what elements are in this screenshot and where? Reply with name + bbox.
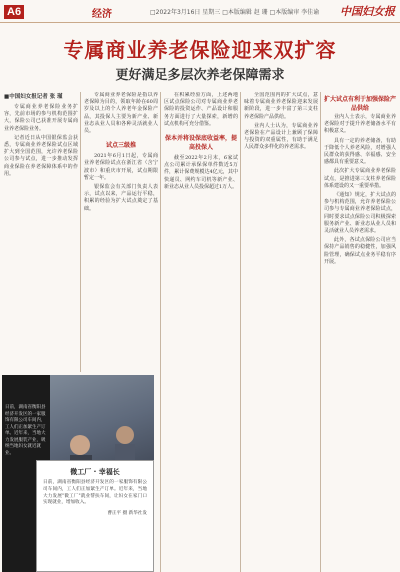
column-divider xyxy=(160,92,161,572)
article-title: 专属商业养老保险迎来双扩容 xyxy=(63,38,337,62)
paragraph: 在积累经验方面，上述两地区试点保险公司对专属商业养老保险的投资运作、产品设计和服务方面进行了大量探索，新增的试点机构可充分借鉴。 xyxy=(164,92,238,127)
comment-title: 微工厂 · 幸福长 xyxy=(70,468,120,476)
page-number: A6 xyxy=(4,5,24,19)
paragraph: 记者近日从中国银保监会获悉，专属商业养老保险试点区域扩大到全国范围，允许养老保险公司参与试点，进一步推动发挥商业保险在养老保障体系中的作用。 xyxy=(4,134,78,177)
paragraph: 专属商业养老保险业务扩容，先前市场的参与机构范围扩大，保险公司已获准开展专属商业养老保险业务。 xyxy=(4,104,78,132)
paragraph: 银保监会有关部门负责人表示，试点以来，产品运行平稳，积累的经验为扩大试点奠定了基础。 xyxy=(84,184,158,212)
paragraph: 全国范围内的扩大试点，意味着专属商业养老保险迎来发展新阶段，进一步丰富了第三支柱养老保险产品供给。 xyxy=(244,92,318,120)
comment-box xyxy=(36,460,154,572)
photo-caption: 日前，湖南省衡阳县经济开发区的一家服饰有限公司车间内，工人们正加紧生产订单。近年来，当地大力发展服装产业，吸纳当地妇女就近就业。 xyxy=(2,375,50,572)
paragraph: 专属商业养老保险是指以养老保障为目的，领取年龄在60周岁及以上的个人养老年金保险产品，其投保人主要为新产业、新业态从业人员和各种灵活就业人员。 xyxy=(84,92,158,135)
comment-body: 日前，湖南省衡阳县经济开发区的一家服饰有限公司车间内，工人们正加紧生产订单。近年来，当地大力发展"微工厂"就业帮扶车间，让妇女在家门口实现就业，增加收入。 xyxy=(43,480,147,506)
column-5 xyxy=(324,92,396,570)
comment-credit: 曹正平 摄 新华社发 xyxy=(107,511,147,517)
article-subtitle: 更好满足多层次养老保障需求 xyxy=(115,68,285,83)
column-divider xyxy=(80,92,81,372)
column-1 xyxy=(4,92,78,370)
subhead: 试点三级推 xyxy=(105,142,136,150)
paragraph: 业内人士表示，专属商业养老保险对于提升养老储备水平有积极意义。 xyxy=(324,114,396,135)
sidebar-title: 扩大试点有利于加强保险产品供给 xyxy=(324,96,396,112)
paragraph: 具有一定的养老储备，有助于降低个人养老风险，对增强人民群众的获得感、幸福感、安全感都具有重要意义。 xyxy=(324,137,396,166)
byline: ■中国妇女报记者 张 瑾 xyxy=(4,94,63,100)
paragraph: 此外，各试点保险公司应当保持产品销售的稳健性，加强风险管理，确保试点业务平稳有序开展。 xyxy=(324,237,396,265)
paragraph: 《通知》规定，扩大试点的参与机构范围，允许养老保险公司参与专属商业养老保险试点，同时要求试点保险公司积极探索服务新产业、新业态从业人员和灵活就业人员养老需求。 xyxy=(324,192,396,235)
column-divider xyxy=(240,92,241,572)
paragraph: 2021年6月1日起，专属商业养老保险试点在浙江省（含宁波市）和重庆市开展，试点期限暂定一年。 xyxy=(84,153,158,181)
paragraph: 截至2022年2月末，6家试点公司累计承保保单件数近5万件，累计保费规模达4亿元，其中快递员、网约车司机等新产业、新业态从业人员投保超过1万人。 xyxy=(164,155,238,190)
masthead: 中国妇女报 xyxy=(340,5,395,18)
paragraph: 此次扩大专属商业养老保险试点，是推进第三支柱养老保险体系建设的又一重要举措。 xyxy=(324,168,396,189)
column-3 xyxy=(164,92,238,570)
paragraph: 业内人士认为，专属商业养老保险在产品设计上兼顾了保障与投资的双重属性，有助于满足人民群众多样化的养老需求。 xyxy=(244,122,318,151)
section-name: 经济 xyxy=(92,9,112,20)
column-divider xyxy=(320,92,321,572)
subhead: 保本并将设保底收益率，提高投保人 xyxy=(164,135,237,152)
page-header xyxy=(0,0,400,23)
column-4 xyxy=(244,92,318,570)
dateline: □2022年3月16日 星期三 □本版编辑 赵 珊 □本版编审 李佳谕 xyxy=(150,9,320,16)
